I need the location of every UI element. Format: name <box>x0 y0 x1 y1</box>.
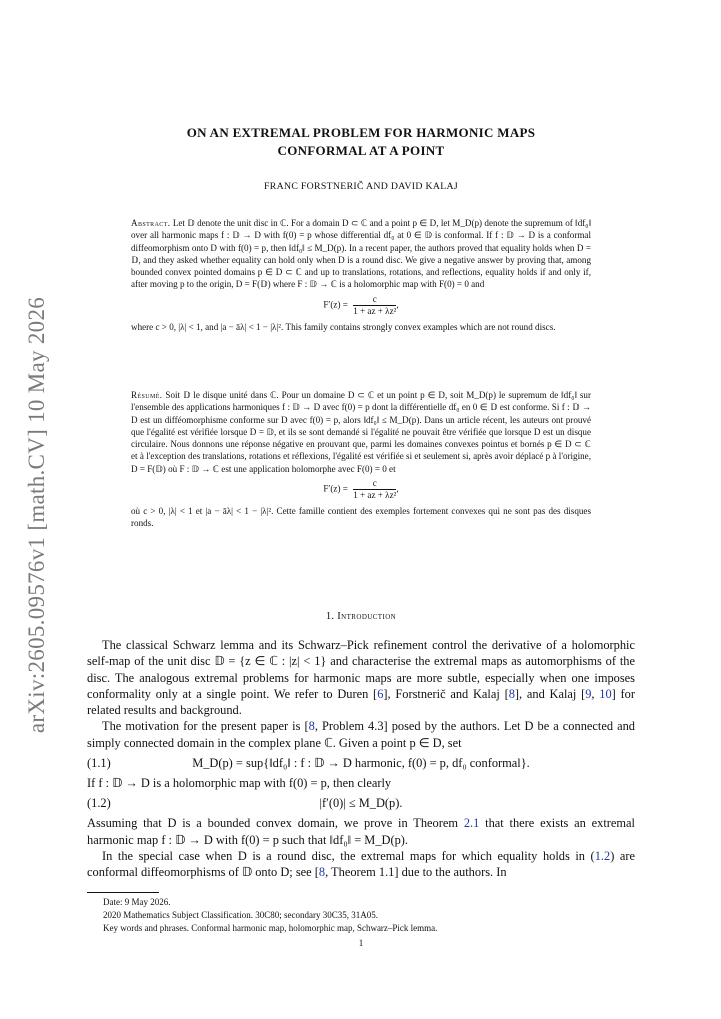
text-run: The classical Schwarz lemma and its Schwarz–Pick refinement control the derivative of a holomorphic self-map of the unit disc 𝔻 = {z ∈ ℂ : |z| < 1} and characterise the extremal maps as automorphisms of the disc. The analogous extremal problems for harmonic maps are more subtle, especially when one imposes conformality only at a single point. We refer to Duren [ <box>87 638 635 701</box>
resume-formula-lhs: F′(z) = <box>323 483 348 494</box>
abstract <box>131 217 591 333</box>
resume-formula-numerator: c <box>353 478 396 490</box>
citation-link[interactable]: 8 <box>318 865 326 880</box>
text-run: In the special case when D is a round disc, the extremal maps for which equality holds in ( <box>102 848 595 863</box>
abstract-text-block <box>131 217 591 291</box>
section-title: Introduction <box>337 611 397 622</box>
resume <box>131 389 591 530</box>
equation-content: M_D(p) = sup{‖df₀‖ : f : 𝔻 → D harmonic, f(0) = p, df₀ conformal}. <box>192 755 530 770</box>
resume-formula-denominator: 1 + az + λz² <box>353 490 397 501</box>
footnotes <box>87 896 635 936</box>
text-run: that there exists an extremal harmonic map f : 𝔻 → D with f(0) = p such that ‖df₀‖ = M_D(p). <box>87 816 636 847</box>
abstract-formula-lhs: F′(z) = <box>323 299 348 310</box>
body-text <box>87 637 635 881</box>
resume-heading: Résumé. <box>131 390 163 400</box>
abstract-formula-denominator: 1 + az + λz² <box>353 305 397 316</box>
text-run: The motivation for the present paper is [ <box>102 719 309 734</box>
resume-text: Soit 𝔻 le disque unité dans ℂ. Pour un domaine D ⊂ ℂ et un point p ∈ D, soit M_D(p) le supremum de ‖df₀‖ sur l'ensemble des applications harmoniques f : 𝔻 → D avec f(0) = p dont la différentielle df₀ en 0 ∈ 𝔻 est conforme. Si f : 𝔻 → D est un difféomorphisme conforme sur D avec f(0) = p, alors ‖df₀‖ ≤ M_D(p). Dans un article récent, les auteurs ont prouvé que l'égalité est vérifiée lorsque D = 𝔻, et ils se sont demandé si l'égalité ne pouvait être vérifiée que lorsque D est un disque circulaire. Nous donnons une réponse négative en prouvant que, parmi les domaines convexes pointus et bornés p ∈ D ⊂ ℂ et à l'exception des translations, rotations et réflexions, l'égalité est vérifiée si et seulement si, après avoir déplacé p à l'origine, D = F(𝔻) où F : 𝔻 → ℂ est une application holomorphe avec F(0) = 0 et <box>131 390 591 474</box>
text-run: ] for related results and background. <box>87 686 635 718</box>
footnote-date: Date: 9 May 2026. <box>103 897 171 907</box>
citation-link[interactable]: 9 <box>585 686 592 701</box>
resume-formula-tail: , <box>396 483 399 494</box>
footnote-rule <box>87 892 159 893</box>
citation-link[interactable]: 10 <box>599 686 612 701</box>
arxiv-sidebar-stamp <box>14 296 60 734</box>
equation-number: (1.1) <box>87 755 111 770</box>
section-heading <box>87 611 635 622</box>
page-number: 1 <box>358 938 364 948</box>
citation-link[interactable]: 8 <box>308 719 315 734</box>
paragraph-2 <box>87 718 635 751</box>
equation-content: |f′(0)| ≤ M_D(p). <box>319 796 403 811</box>
footnote-msc: 2020 Mathematics Subject Classification. 30C80; secondary 30C35, 31A05. <box>103 910 378 921</box>
paragraph-3: If f : 𝔻 → D is a holomorphic map with f(0) = p, then clearly <box>87 776 392 791</box>
paragraph-5 <box>87 848 635 881</box>
section-number: 1. <box>325 611 335 622</box>
citation-link[interactable]: 6 <box>377 686 384 701</box>
text-run: , <box>591 686 600 701</box>
equation-link[interactable]: 1.2 <box>594 848 611 863</box>
abstract-formula <box>131 294 591 317</box>
citation-link[interactable]: 8 <box>508 686 515 701</box>
text-run: , Problem 4.3] posed by the authors. Let D be a connected and simply connected domain in the complex plane ℂ. Given a point p ∈ D, set <box>87 719 635 750</box>
title-line-2: CONFORMAL AT A POINT <box>277 143 445 158</box>
equation-1-1 <box>87 753 635 773</box>
title-line-1: ON AN EXTREMAL PROBLEM FOR HARMONIC MAPS <box>186 125 536 140</box>
equation-number: (1.2) <box>87 796 111 811</box>
text-run: Assuming that D is a bounded convex domain, we prove in Theorem <box>87 816 464 831</box>
abstract-heading: Abstract. <box>131 218 171 228</box>
text-run: ], and Kalaj [ <box>514 686 586 701</box>
resume-formula <box>131 478 591 501</box>
theorem-link[interactable]: 2.1 <box>463 816 480 831</box>
abstract-text: Let 𝔻 denote the unit disc in ℂ. For a domain D ⊂ ℂ and a point p ∈ D, let M_D(p) denote the supremum of ‖df₀‖ over all harmonic maps f : 𝔻 → D with f(0) = p whose differential df₀ at 0 ∈ 𝔻 is conformal. If f : 𝔻 → D is a conformal diffeomorphism onto D with f(0) = p, then ‖df₀‖ ≤ M_D(p). In a recent paper, the authors proved that equality holds when D = 𝔻, and they asked whether equality can hold only when D is a round disc. We give a negative answer by proving that, among bounded convex pointed domains p ∈ D ⊂ ℂ and up to translations, rotations, and reflections, equality holds if and only if, after moving p to the origin, D = F(𝔻) where F : 𝔻 → ℂ is a holomorphic map with F(0) = 0 and <box>131 218 591 290</box>
resume-after-text: où c > 0, |λ| < 1 et |a − āλ| < 1 − |λ|². Cette famille contient des exemples fortement convexes qui ne sont pas des disques ronds. <box>131 506 591 529</box>
abstract-formula-fraction <box>353 293 399 317</box>
text-run: ], Forstnerič and Kalaj [ <box>383 686 509 701</box>
paragraph-4 <box>87 815 635 848</box>
authors: FRANC FORSTNERIČ AND DAVID KALAJ <box>264 181 458 192</box>
text-run: ) are conformal diffeomorphisms of 𝔻 onto D; see [ <box>87 848 635 880</box>
resume-formula-fraction <box>353 478 399 501</box>
equation-1-2 <box>87 793 635 813</box>
abstract-after-text: where c > 0, |λ| < 1, and |a − āλ| < 1 − |λ|². This family contains strongly convex examples which are not round discs. <box>131 321 556 332</box>
abstract-formula-numerator: c <box>353 294 396 306</box>
resume-text-block <box>131 389 591 475</box>
paper-title <box>87 124 635 160</box>
abstract-formula-tail: , <box>396 299 399 310</box>
paragraph-1 <box>87 637 635 718</box>
arxiv-id: arXiv:2605.09576v1 [math.CV] 10 May 2026 <box>24 296 49 734</box>
footnote-keywords: Key words and phrases. Conformal harmonic map, holomorphic map, Schwarz–Pick lemma. <box>103 923 438 934</box>
text-run: , Theorem 1.1] due to the authors. In <box>325 865 507 880</box>
